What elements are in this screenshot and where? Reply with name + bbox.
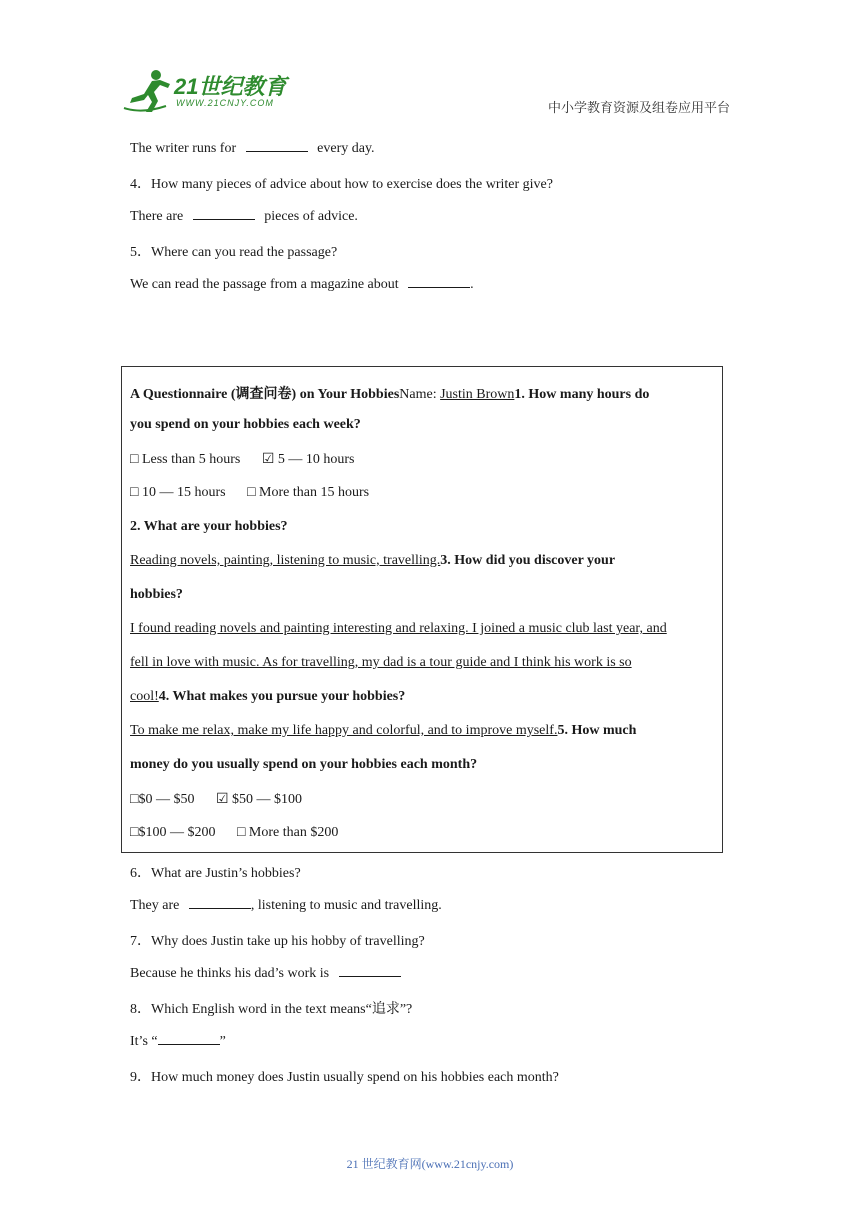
question-7: 7．Why does Justin take up his hobby of travelling? [130,934,425,949]
page-footer[interactable]: 21 世纪教育网(www.21cnjy.com) [346,1157,514,1171]
question-6: 6．What are Justin’s hobbies? [130,866,301,881]
question-5: 5．Where can you read the passage? [130,245,338,260]
logo-wordmark: 21世纪教育 [174,74,287,99]
answer-line-5: We can read the passage from a magazine about . [130,277,474,292]
option-10-15[interactable]: □ 10 — 15 hours [130,485,226,500]
question-1-cont: you spend on your hobbies each week? [130,417,361,432]
option-more-than-200[interactable]: □ More than $200 [236,825,339,840]
answer-blank[interactable] [189,896,251,909]
question-2: 2. What are your hobbies? [130,519,288,534]
question-8: 8．Which English word in the text means“追求”? [130,1002,413,1017]
logo-url: WWW.21CNJY.COM [176,98,274,108]
option-50-100-checked[interactable]: ☑ $50 — $100 [215,792,303,807]
option-0-50[interactable]: □$0 — $50 [130,792,195,807]
questionnaire-title-line: A Questionnaire (调查问卷) on Your HobbiesName: Justin Brown1. How many hours do [130,387,650,402]
question-3-cont: hobbies? [130,587,183,602]
answer-4: To make me relax, make my life happy and colorful, and to improve myself. [130,723,558,738]
question-4: 4．How many pieces of advice about how to exercise does the writer give? [130,177,553,192]
answer-line-4: There are pieces of advice. [130,209,358,224]
answer-blank[interactable] [158,1032,220,1045]
options-row-3 [130,791,302,808]
answer-line-8: It’s “ ” [130,1034,226,1049]
answer-4-line: To make me relax, make my life happy and colorful, and to improve myself.5. How much [130,723,637,738]
questionnaire-box [121,366,723,853]
answer-line-7: Because he thinks his dad’s work is [130,964,407,982]
option-more-than-15[interactable]: □ More than 15 hours [247,485,370,500]
platform-name: 中小学教育资源及组卷应用平台 [547,100,730,115]
answer-2: Reading novels, painting, listening to music, travelling. [130,553,441,568]
options-row-1 [130,451,355,468]
option-5-10-checked[interactable]: ☑ 5 — 10 hours [261,452,355,467]
site-logo [122,68,292,114]
option-less-than-5[interactable]: □ Less than 5 hours [130,452,241,467]
answer-3-line-1: I found reading novels and painting interesting and relaxing. I joined a music club last year, and [130,621,667,636]
answer-blank[interactable] [339,964,401,977]
question-9: 9．How much money does Justin usually spend on his hobbies each month? [130,1070,559,1085]
answer-blank[interactable] [246,139,308,152]
answer-blank[interactable] [408,275,470,288]
answer-3-line-3: cool!4. What makes you pursue your hobbies? [130,689,406,704]
answer-line-3: The writer runs for every day. [130,141,375,156]
answer-line-6: They are , listening to music and travelling. [130,898,442,913]
options-row-2 [130,485,369,501]
respondent-name: Justin Brown [440,387,515,402]
answer-2-line: Reading novels, painting, listening to music, travelling.3. How did you discover your [130,553,616,568]
answer-3-line-2: fell in love with music. As for travelling, my dad is a tour guide and I think his work is so [130,655,632,670]
options-row-4 [130,825,338,841]
questionnaire-title: A Questionnaire (调查问卷) on Your Hobbies [130,387,400,402]
runner-logo-icon [122,68,172,114]
answer-blank[interactable] [193,207,255,220]
question-5-cont: money do you usually spend on your hobbies each month? [130,757,478,772]
option-100-200[interactable]: □$100 — $200 [130,825,216,840]
